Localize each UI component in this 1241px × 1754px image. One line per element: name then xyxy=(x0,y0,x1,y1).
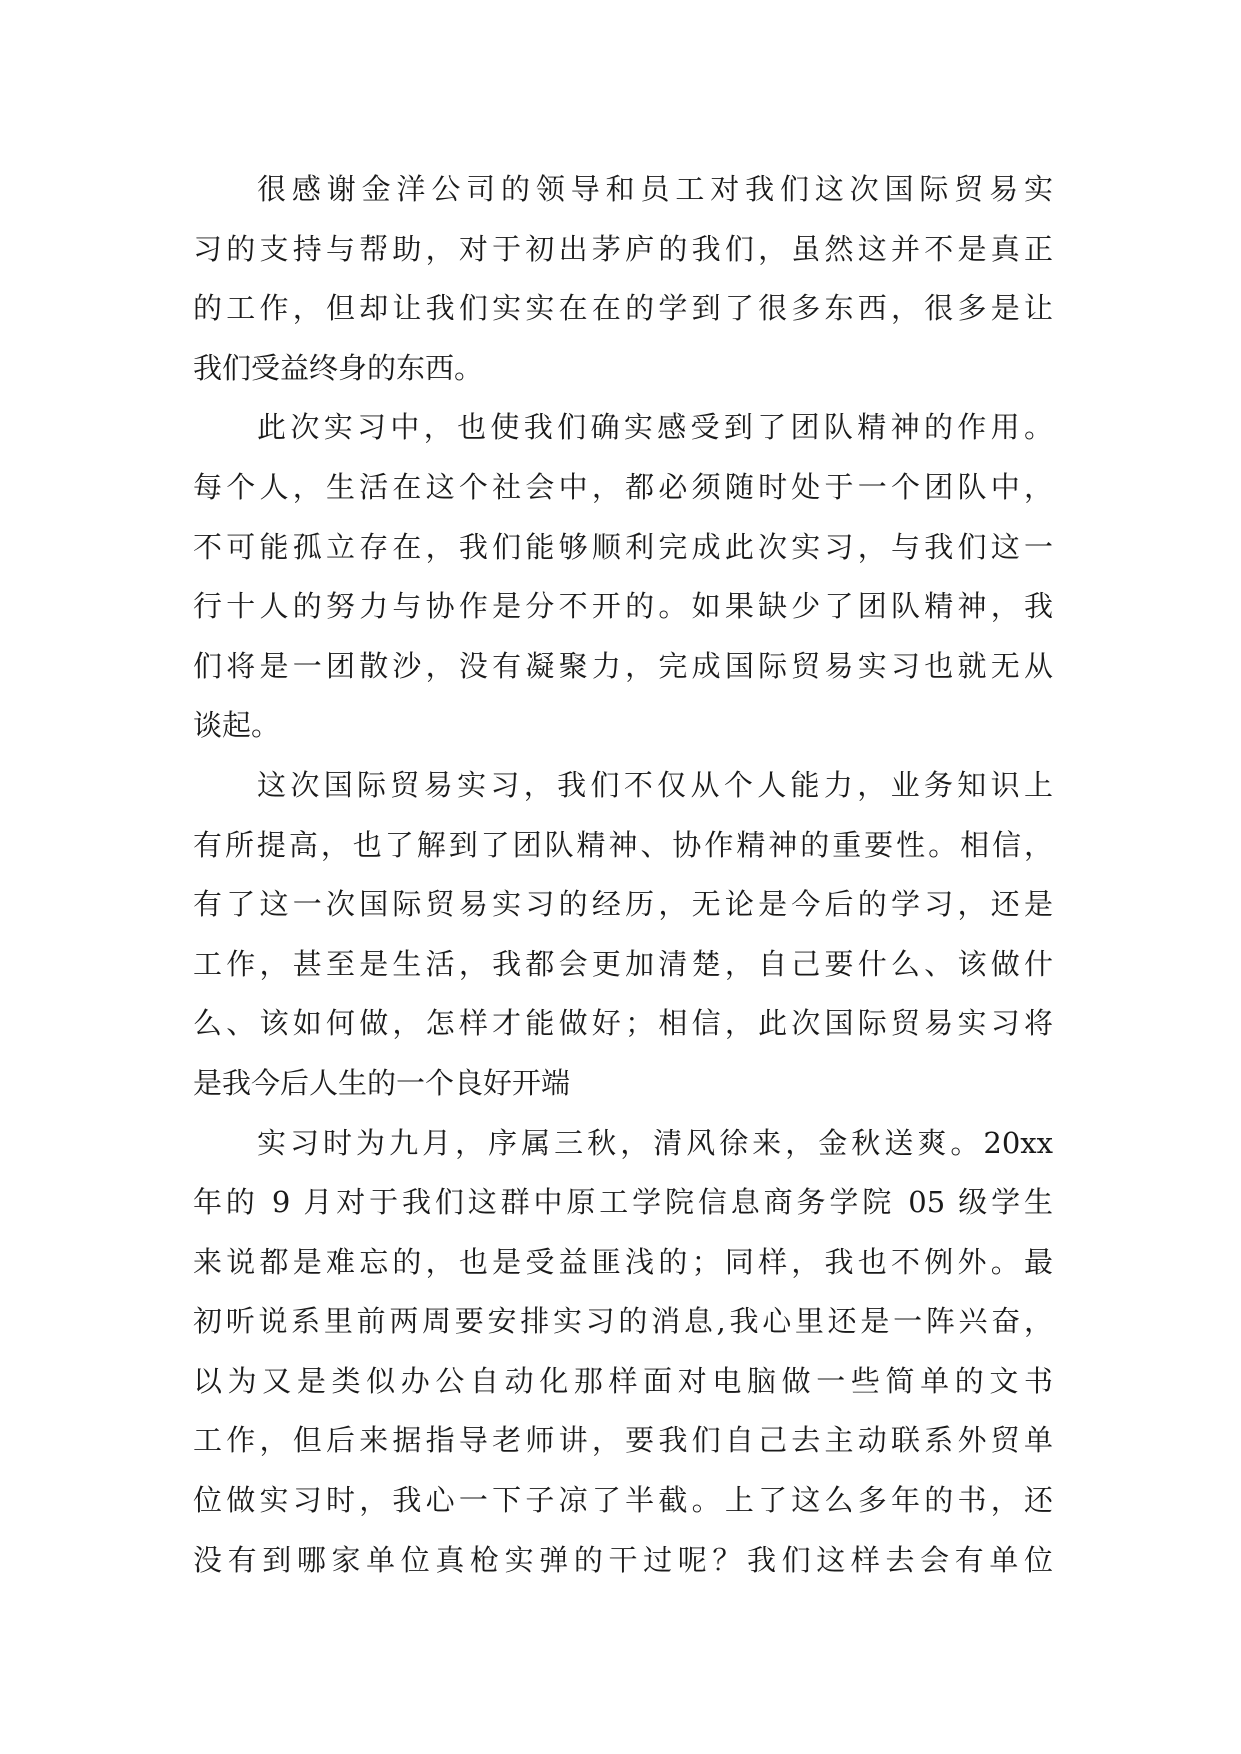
text-line: 是我今后人生的一个良好开端 xyxy=(193,1065,571,1100)
paragraph-2 xyxy=(193,398,1053,756)
paragraph-1 xyxy=(193,160,1053,398)
text-line: 工作，但后来据指导老师讲，要我们自己去主动联系外贸单 xyxy=(193,1423,1053,1458)
text-line: 来说都是难忘的，也是受益匪浅的；同样，我也不例外。最 xyxy=(193,1244,1053,1279)
paragraph-3 xyxy=(193,756,1053,1114)
text-line: 行十人的努力与协作是分不开的。如果缺少了团队精神，我 xyxy=(193,589,1053,624)
text-line: 初听说系里前两周要安排实习的消息,我心里还是一阵兴奋， xyxy=(193,1304,1053,1339)
text-line: 这次国际贸易实习，我们不仅从个人能力，业务知识上 xyxy=(257,767,1053,802)
text-line: 年的 9 月对于我们这群中原工学院信息商务学院 05 级学生 xyxy=(193,1185,1053,1220)
text-line: 不可能孤立存在，我们能够顺利完成此次实习，与我们这一 xyxy=(193,529,1053,564)
text-line: 谈起。 xyxy=(193,708,281,743)
text-line: 习的支持与帮助，对于初出茅庐的我们，虽然这并不是真正 xyxy=(193,231,1053,266)
text-line: 工作，甚至是生活，我都会更加清楚，自己要什么、该做什 xyxy=(193,946,1053,981)
text-line: 有所提高，也了解到了团队精神、协作精神的重要性。相信， xyxy=(193,827,1053,862)
text-line: 以为又是类似办公自动化那样面对电脑做一些简单的文书 xyxy=(193,1363,1053,1398)
text-line: 实习时为九月，序属三秋，清风徐来，金秋送爽。20xx xyxy=(257,1125,1053,1160)
text-line: 我们受益终身的东西。 xyxy=(193,350,484,385)
paragraph-4 xyxy=(193,1114,1053,1591)
text-line: 的工作，但却让我们实实在在的学到了很多东西，很多是让 xyxy=(193,291,1053,326)
text-line: 很感谢金洋公司的领导和员工对我们这次国际贸易实 xyxy=(257,172,1053,206)
text-line: 没有到哪家单位真枪实弹的干过呢？我们这样去会有单位 xyxy=(193,1542,1053,1577)
text-line: 每个人，生活在这个社会中，都必须随时处于一个团队中， xyxy=(193,469,1053,504)
text-line: 此次实习中，也使我们确实感受到了团队精神的作用。 xyxy=(257,410,1053,445)
document-body xyxy=(193,160,1053,1590)
text-line: 有了这一次国际贸易实习的经历，无论是今后的学习，还是 xyxy=(193,887,1053,922)
text-line: 们将是一团散沙，没有凝聚力，完成国际贸易实习也就无从 xyxy=(193,648,1053,683)
text-line: 位做实习时，我心一下子凉了半截。上了这么多年的书，还 xyxy=(193,1483,1053,1518)
text-line: 么、该如何做，怎样才能做好；相信，此次国际贸易实习将 xyxy=(193,1006,1053,1041)
